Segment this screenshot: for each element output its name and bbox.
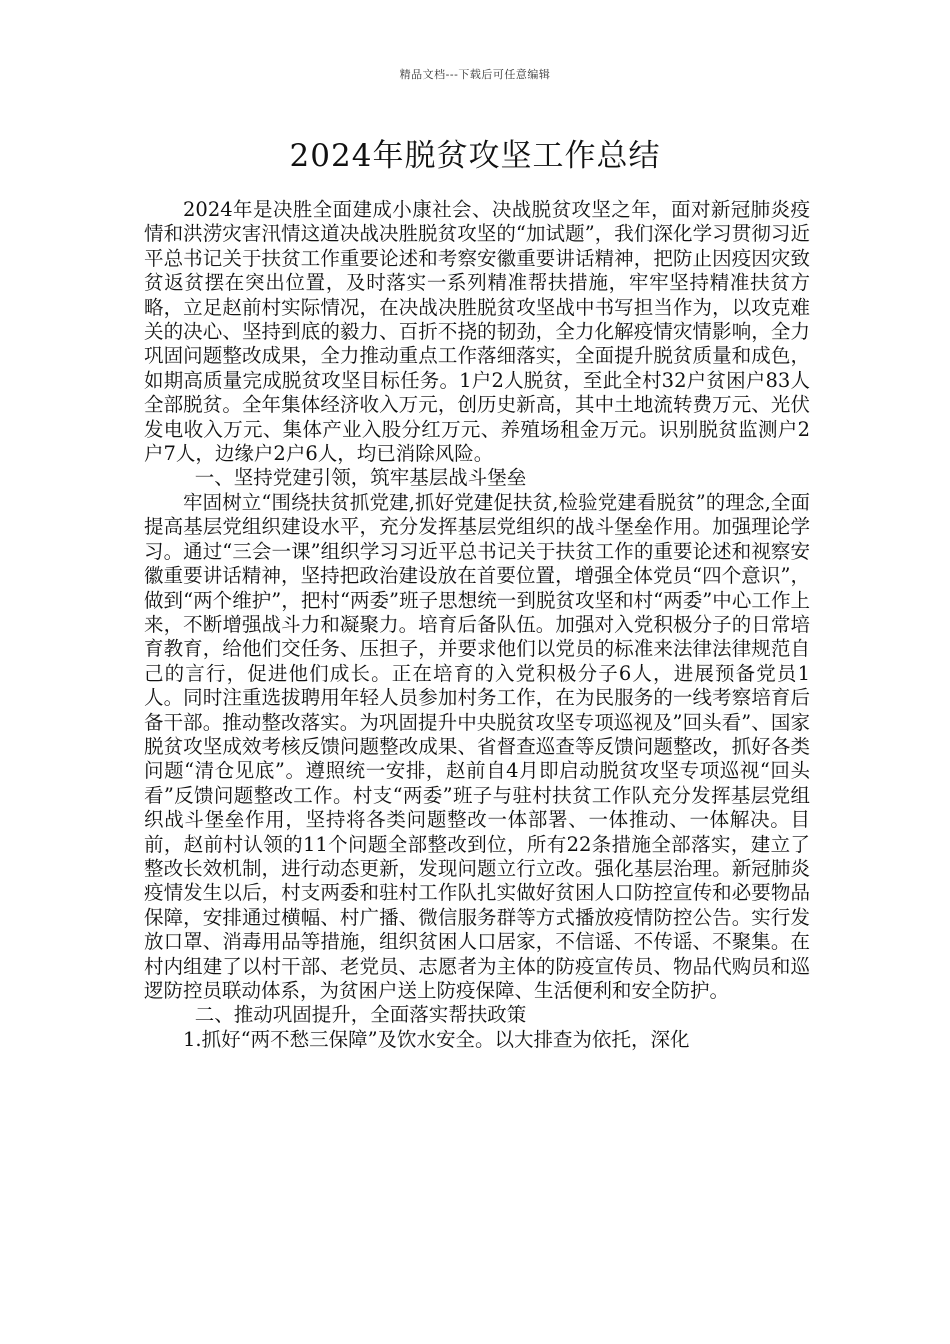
- paragraph-intro: 2024年是决胜全面建成小康社会、决战脱贫攻坚之年，面对新冠肺炎疫情和洪涝灾害汛情这道决战决胜脱贫攻坚的“加试题”，我们深化学习贯彻习近平总书记关于扶贫工作重要论述和考察安徽重要讲话精神，把防止因疫因灾致贫返贫摆在突出位置，及时落实一系列精准帮扶措施，牢牢坚持精准扶贫方略，立足赵前村实际情况，在决战决胜脱贫攻坚战中书写担当作为，以攻克难关的决心、坚持到底的毅力、百折不挠的韧劲，全力化解疫情灾情影响，全力巩固问题整改成果，全力推动重点工作落细落实，全面提升脱贫质量和成色，如期高质量完成脱贫攻坚目标任务。1户2人脱贫，至此全村32户贫困户83人全部脱贫。全年集体经济收入万元，创历史新高，其中土地流转费万元、光伏发电收入万元、集体产业入股分红万元、养殖场租金万元。识别脱贫监测户2户7人，边缘户2户6人，均已消除风险。: [144, 198, 810, 466]
- paragraph-party-building: 牢固树立“围绕扶贫抓党建,抓好党建促扶贫,检验党建看脱贫”的理念,全面提高基层党组织建设水平，充分发挥基层党组织的战斗堡垒作用。加强理论学习。通过“三会一课”组织学习习近平总书记关于扶贫工作的重要论述和视察安徽重要讲话精神，坚持把政治建设放在首要位置，增强全体党员“四个意识”，做到“两个维护”，把村“两委”班子思想统一到脱贫攻坚和村“两委”中心工作上来，不断增强战斗力和凝聚力。培育后备队伍。加强对入党积极分子的日常培育教育，给他们交任务、压担子，并要求他们以党员的标准来法律法律规范自己的言行，促进他们成长。正在培育的入党积极分子6人，进展预备党员1人。同时注重选拔聘用年轻人员参加村务工作，在为民服务的一线考察培育后备干部。推动整改落实。为巩固提升中央脱贫攻坚专项巡视及”回头看”、国家脱贫攻坚成效考核反馈问题整改成果、省督查巡查等反馈问题整改，抓好各类问题“清仓见底”。遵照统一安排，赵前自4月即启动脱贫攻坚专项巡视“回头看”反馈问题整改工作。村支“两委”班子与驻村扶贫工作队充分发挥基层党组织战斗堡垒作用，坚持将各类问题整改一体部署、一体推动、一体解决。目前，赵前村认领的11个问题全部整改到位，所有22条措施全部落实，建立了整改长效机制，进行动态更新，发现问题立行立改。强化基层治理。新冠肺炎疫情发生以后，村支两委和驻村工作队扎实做好贫困人口防控宣传和必要物品保障，安排通过横幅、村广播、微信服务群等方式播放疫情防控公告。实行发放口罩、消毒用品等措施，组织贫困人口居家，不信谣、不传谣、不聚集。在村内组建了以村干部、老党员、志愿者为主体的防疫宣传员、物品代购员和巡逻防控员联动体系，为贫困户送上防疫保障、生活便利和安全防护。: [144, 490, 810, 1002]
- paragraph-policy-start: 1.抓好“两不愁三保障”及饮水安全。以大排查为依托，深化: [183, 1027, 690, 1051]
- document-body: [144, 198, 810, 1052]
- document-title: 2024年脱贫攻坚工作总结: [289, 138, 661, 174]
- section-heading-1: 一、坚持党建引领，筑牢基层战斗堡垒: [194, 466, 527, 490]
- header-note: 精品文档---下载后可任意编辑: [399, 68, 551, 81]
- section-heading-2: 二、推动巩固提升，全面落实帮扶政策: [194, 1003, 527, 1027]
